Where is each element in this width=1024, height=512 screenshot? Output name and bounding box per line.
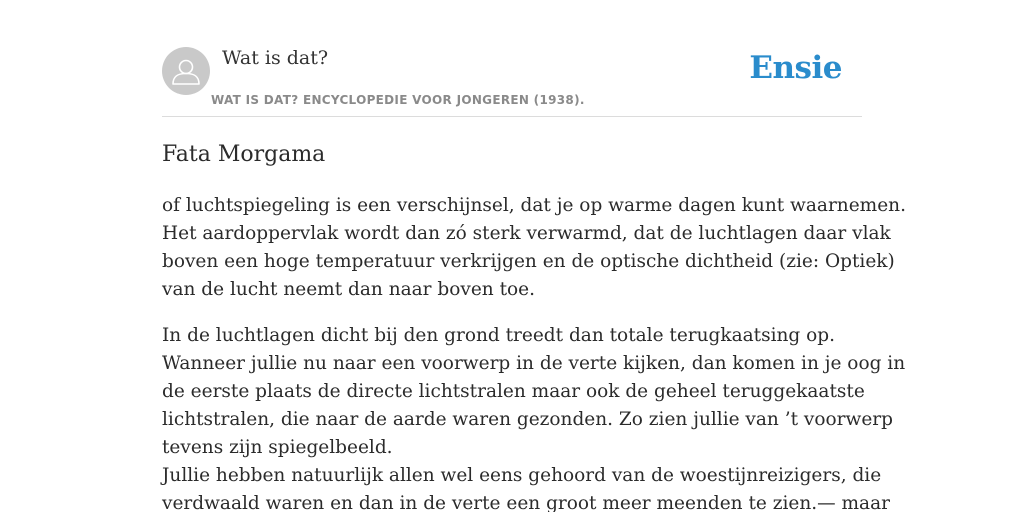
source-subtitle[interactable]: WAT IS DAT? ENCYCLOPEDIE VOOR JONGEREN (1938). [211, 93, 585, 107]
paragraph-line: de eerste plaats de directe lichtstralen maar ook de geheel teruggekaatste [162, 381, 865, 402]
paragraph-line: Het aardoppervlak wordt dan zó sterk verwarmd, dat de luchtlagen daar vlak [162, 223, 891, 244]
paragraph-line: Jullie hebben natuurlijk allen wel eens gehoord van de woestijnreizigers, die [162, 465, 882, 486]
paragraph-line: tevens zijn spiegelbeeld. [162, 437, 393, 458]
source-title[interactable]: Wat is dat? [222, 47, 329, 69]
article-paragraph [162, 192, 906, 304]
article-title: Fata Morgama [162, 142, 326, 167]
paragraph-line: of luchtspiegeling is een verschijnsel, dat je op warme dagen kunt waarnemen. [162, 195, 906, 216]
paragraph-line: van de lucht neemt dan naar boven toe. [162, 279, 535, 300]
user-icon [162, 47, 210, 95]
paragraph-line: boven een hoge temperatuur verkrijgen en de optische dichtheid (zie: Optiek) [162, 251, 895, 272]
article-body [162, 192, 906, 512]
ensie-logo[interactable]: Ensie [749, 50, 842, 86]
paragraph-line: In de luchtlagen dicht bij den grond treedt dan totale terugkaatsing op. [162, 325, 836, 346]
paragraph-line: Wanneer jullie nu naar een voorwerp in de verte kijken, dan komen in je oog in [162, 353, 906, 374]
source-avatar[interactable] [162, 47, 210, 95]
article-paragraph [162, 322, 906, 512]
source-header [162, 0, 862, 117]
paragraph-line: lichtstralen, die naar de aarde waren gezonden. Zo zien jullie van ’t voorwerp [162, 409, 893, 430]
paragraph-line: verdwaald waren en dan in de verte een groot meer meenden te zien.— maar [162, 493, 890, 512]
